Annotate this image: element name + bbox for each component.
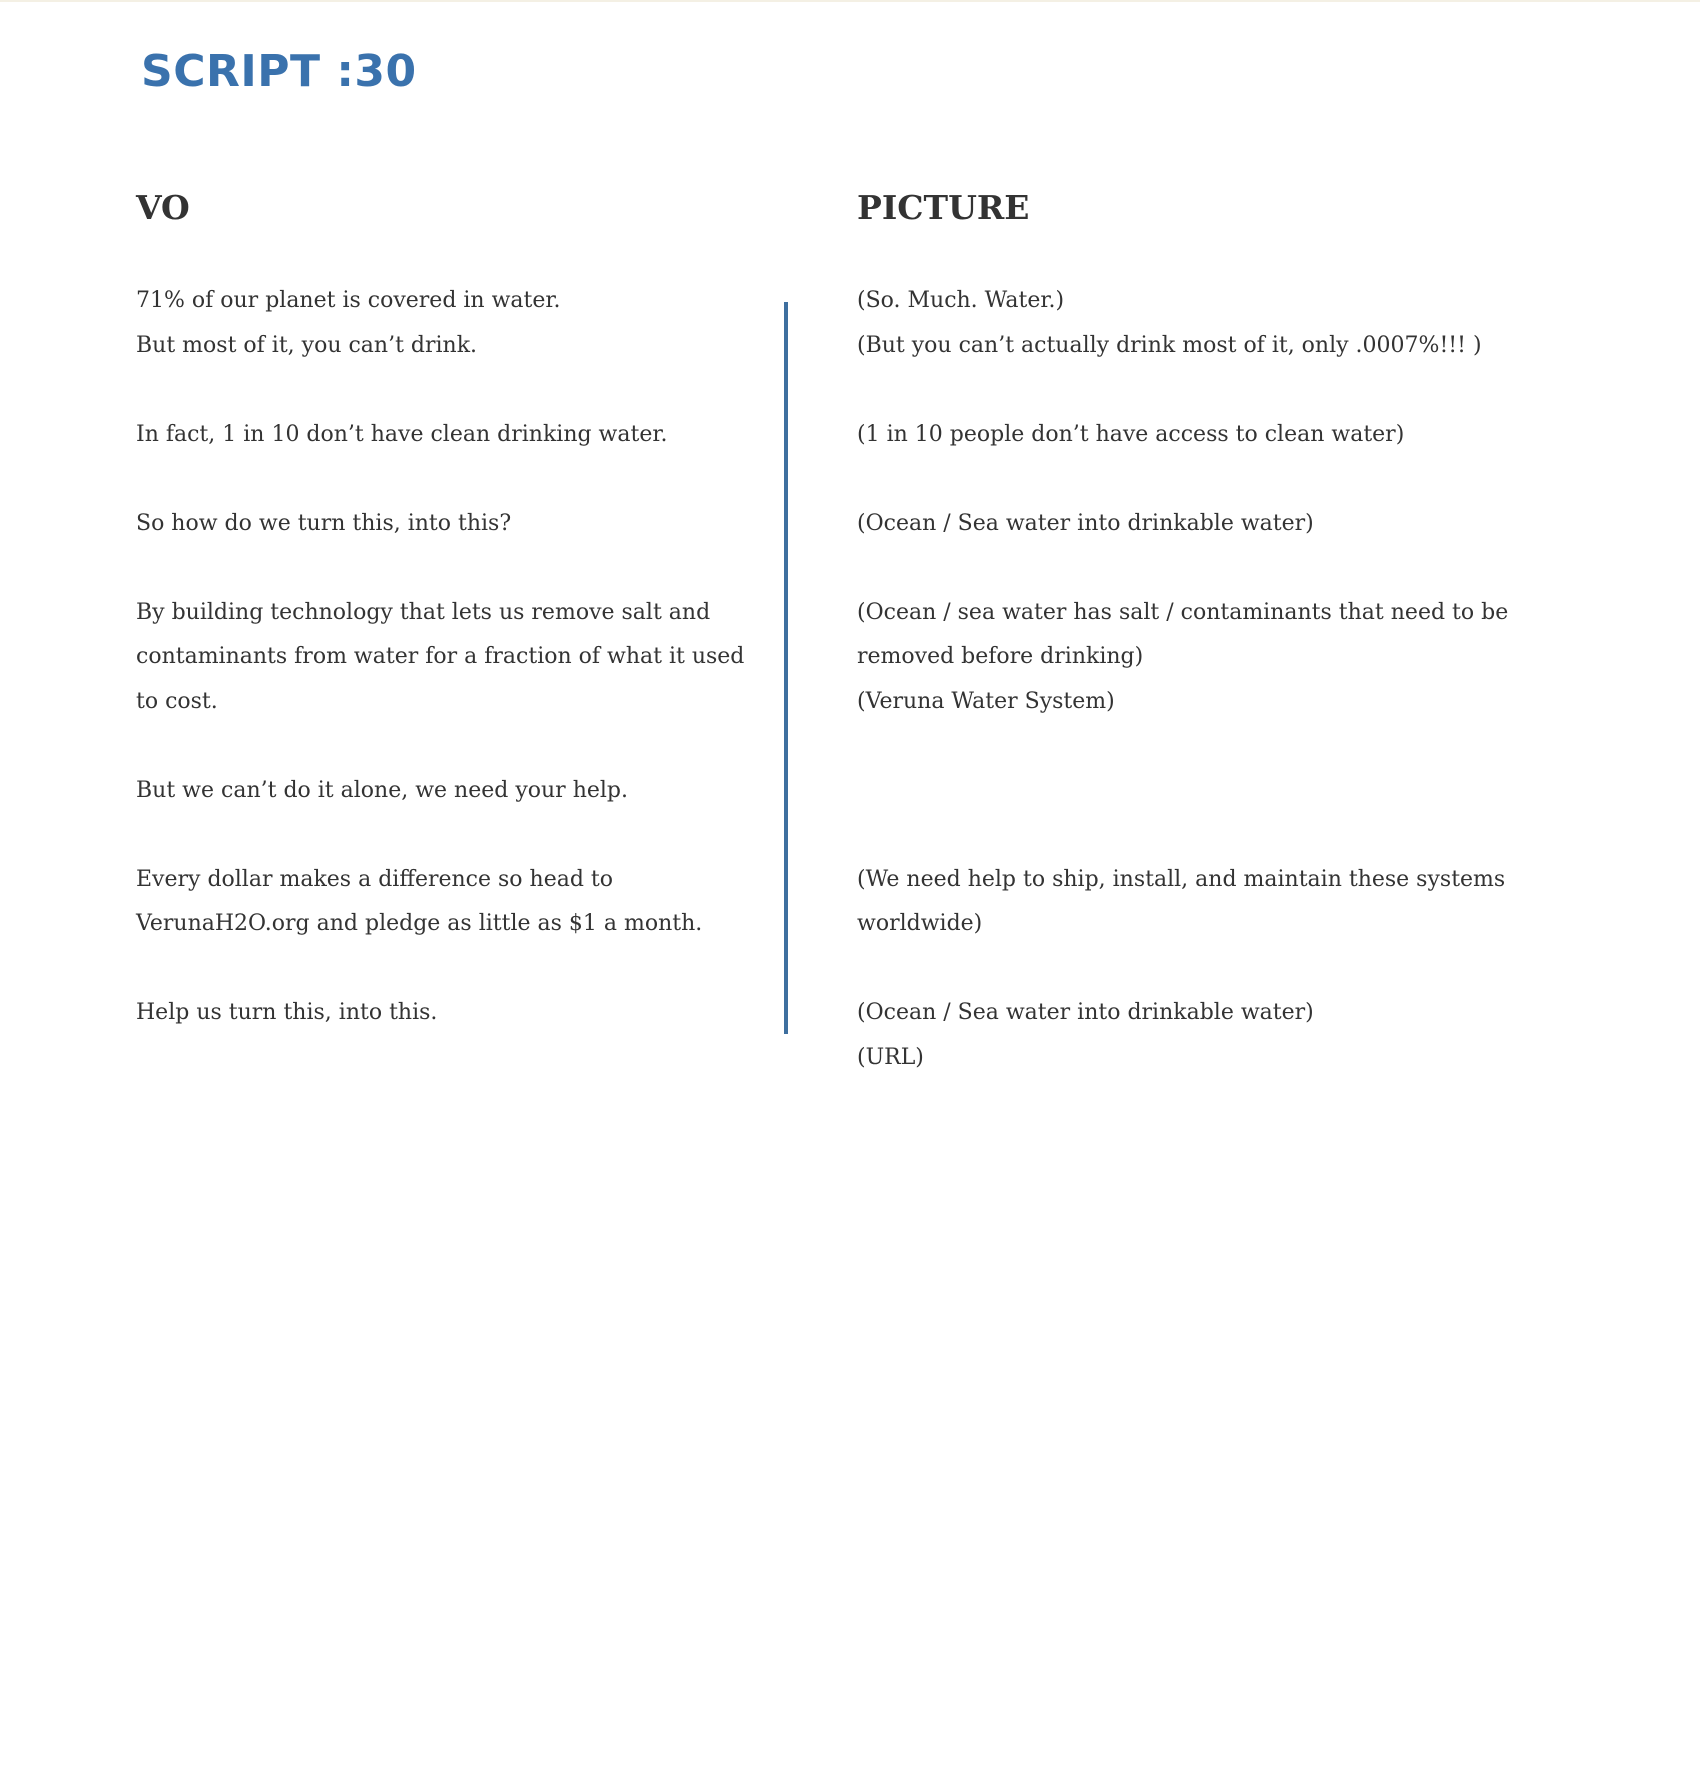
picture-line: removed before drinking) xyxy=(857,644,1144,669)
page-top-rule xyxy=(0,0,1700,2)
vo-block-1 xyxy=(136,279,726,368)
vo-line: Help us turn this, into this. xyxy=(136,1000,438,1025)
picture-line: (We need help to ship, install, and maintain these systems xyxy=(857,866,1506,892)
picture-line: (Ocean / Sea water into drinkable water) xyxy=(857,1000,1314,1025)
vo-line: But we can’t do it alone, we need your help. xyxy=(136,777,628,803)
picture-block-2 xyxy=(857,413,1577,458)
picture-block-5-empty xyxy=(857,769,1577,814)
vo-block-5 xyxy=(136,769,726,814)
picture-line: (Veruna Water System) xyxy=(857,688,1115,714)
vo-block-4 xyxy=(136,591,745,725)
picture-block-4 xyxy=(857,591,1577,725)
vo-column-heading: VO xyxy=(136,188,190,227)
picture-line: (But you can’t actually drink most of it, only .0007%!!! ) xyxy=(857,332,1482,358)
picture-line: (Ocean / Sea water into drinkable water) xyxy=(857,510,1314,536)
vo-line: So how do we turn this, into this? xyxy=(136,510,512,536)
vo-block-7 xyxy=(136,991,726,1036)
picture-line: worldwide) xyxy=(857,911,983,936)
picture-block-3 xyxy=(857,502,1577,547)
picture-block-7 xyxy=(857,991,1577,1080)
picture-line: (1 in 10 people don’t have access to clean water) xyxy=(857,421,1405,447)
vo-line: By building technology that lets us remove salt and xyxy=(136,599,711,625)
picture-block-6 xyxy=(857,858,1577,947)
vo-line: to cost. xyxy=(136,688,218,714)
vo-line: VerunaH2O.org and pledge as little as $1 a month. xyxy=(136,911,703,936)
picture-line: (Ocean / sea water has salt / contaminants that need to be xyxy=(857,599,1509,625)
picture-line: (So. Much. Water.) xyxy=(857,288,1065,313)
vo-block-6 xyxy=(136,858,726,947)
vo-line: Every dollar makes a difference so head to xyxy=(136,866,613,892)
vo-line: But most of it, you can’t drink. xyxy=(136,332,478,358)
vo-block-2 xyxy=(136,413,726,458)
picture-column-heading: PICTURE xyxy=(857,188,1030,227)
picture-line: (URL) xyxy=(857,1044,924,1070)
vo-line: contaminants from water for a fraction of what it used xyxy=(136,644,745,669)
vo-block-3 xyxy=(136,502,726,547)
picture-column xyxy=(857,279,1577,1080)
column-divider xyxy=(784,302,788,1034)
page-title: SCRIPT :30 xyxy=(141,46,417,97)
vo-line: In fact, 1 in 10 don’t have clean drinking water. xyxy=(136,421,668,447)
vo-line: 71% of our planet is covered in water. xyxy=(136,288,561,313)
vo-column xyxy=(136,279,745,1036)
picture-block-1 xyxy=(857,279,1577,368)
